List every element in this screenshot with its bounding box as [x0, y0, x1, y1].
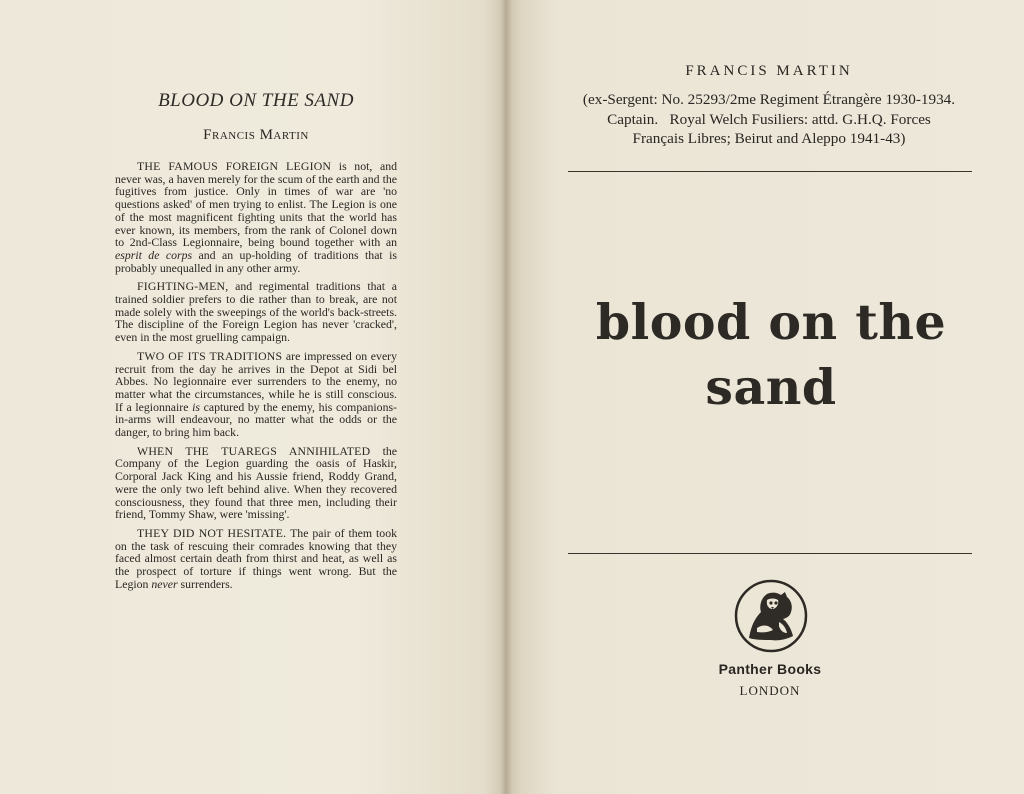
blurb-paragraph	[115, 527, 397, 591]
paragraph-body: The pair of them took on the task of rescuing their comrades knowing that they faced almost certain death from thirst and heat, as well as the prospect of torture if things went wrong. But the Legion	[115, 525, 397, 591]
paragraph-emphasis: is	[192, 399, 200, 414]
blurb-paragraph	[115, 445, 397, 521]
blurb-paragraph	[115, 350, 397, 439]
paragraph-lead: THEY DID NOT HESITATE.	[137, 525, 287, 540]
bottom-divider	[568, 553, 972, 554]
book-title	[540, 290, 1002, 420]
paragraph-tail: captured by the enemy, his companions-in-arms will endeavour, no matter what the odds or the danger, to bring him back.	[115, 399, 397, 440]
panther-logo-icon	[733, 578, 809, 654]
blurb-title: BLOOD ON THE SAND	[158, 90, 354, 111]
paragraph-lead: WHEN THE TUAREGS ANNIHILATED	[137, 443, 371, 458]
paragraph-emphasis: esprit de corps	[115, 247, 193, 262]
top-divider	[568, 171, 972, 172]
service-line: Captain. Royal Welch Fusiliers: attd. G.H.Q. Forces	[607, 110, 931, 128]
paragraph-lead: FIGHTING-MEN,	[137, 279, 229, 294]
blurb-paragraph	[115, 160, 397, 274]
service-line: (ex-Sergent: No. 25293/2me Regiment Étrangère 1930-1934.	[582, 91, 956, 108]
book-gutter	[500, 0, 512, 794]
blurb-author: Francis Martin	[203, 127, 309, 143]
book-title-line: sand	[705, 358, 837, 416]
blurb-paragraph	[115, 280, 397, 344]
author-service-record	[560, 90, 978, 149]
paragraph-body: is not, and never was, a haven merely for the scum of the earth and the fugitives from justice. Only in times of war are 'no questions asked' of men trying to enlist. The Legion is one of the most magnificent fighting units that the world has ever known, its members, from the rank of Colonel down to 2nd-Class Legionnaire, being bound together with an	[115, 159, 397, 250]
paragraph-body: the Company of the Legion guarding the oasis of Haskir, Corporal Jack King and his Aussie friend, Roddy Grand, were the only two left behind alive. When they recovered consciousness, they found that three men, including their friend, Tommy Shaw, were 'missing'.	[115, 443, 397, 522]
paragraph-tail: surrenders.	[177, 576, 233, 591]
publisher-name: Panther Books	[718, 661, 822, 677]
service-line: Français Libres; Beirut and Aleppo 1941-43)	[632, 130, 906, 147]
paragraph-emphasis: never	[151, 576, 178, 591]
title-page-author: FRANCIS MARTIN	[685, 63, 853, 79]
book-title-line: blood on the	[595, 293, 947, 351]
left-page	[0, 0, 505, 794]
paragraph-body: are impressed on every recruit from the day he arrives in the Depot at Sidi bel Abbes. No legionnaire ever surrenders to the enemy, no matter what the circumstances, while he is still conscious. If a legionnaire	[115, 348, 398, 414]
publisher-city: LONDON	[739, 683, 801, 698]
paragraph-tail: and an up-holding of traditions that is probably unequalled in any other army.	[115, 247, 398, 275]
paragraph-lead: THE FAMOUS FOREIGN LEGION	[137, 159, 332, 173]
paragraph-body: and regimental traditions that a trained soldier prefers to die rather than to break, are not made solely with the sweepings of the world's back-streets. The discipline of the Foreign Legion has never 'cracked', even in the most gruelling campaign.	[115, 279, 397, 345]
blurb-text	[115, 160, 397, 597]
paragraph-lead: TWO OF ITS TRADITIONS	[137, 348, 283, 363]
